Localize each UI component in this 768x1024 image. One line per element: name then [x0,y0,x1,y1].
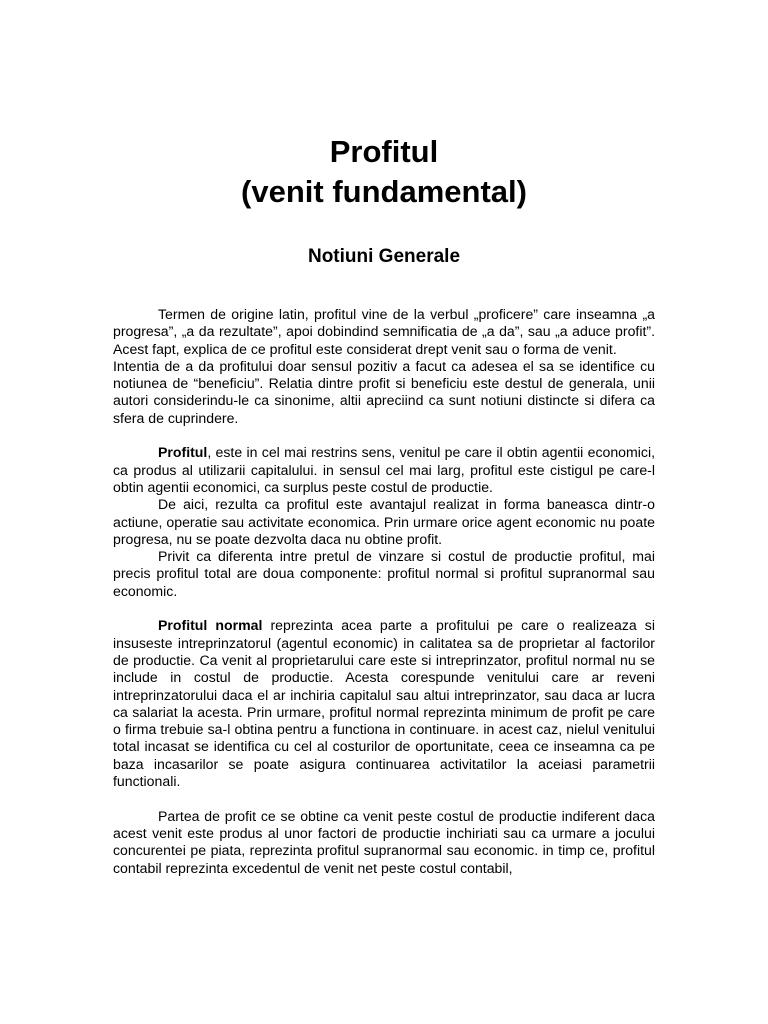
paragraph-spacer [113,600,655,617]
section-heading: Notiuni Generale [307,246,461,267]
paragraph-advantage: De aici, rezulta ca profitul este avantajul realizat in forma baneasca dintr-o actiune, operatie sau activitate economica. Prin urmare orice agent economic nu poate progresa, nu se poate dezvolta daca nu obtine profit. [113,496,655,547]
paragraph-components: Privit ca diferenta intre pretul de vinzare si costul de productie profitul, mai precis profitul total are doua componente: profitul normal si profitul supranormal sau economic. [113,548,655,599]
paragraph-normal-profit [113,617,655,790]
paragraph-origin: Termen de origine latin, profitul vine de la verbul „proficere” care inseamna „a progresa”, „a da rezultate”, apoi dobindind semnificatia de „a da”, sau „a aduce profit”. Acest fapt, explica de ce profitul este considerat drept venit sau o forma de venit. [113,306,655,357]
paragraph-normal-profit-text: reprezinta acea parte a profitului pe care o realizeaza si insuseste intreprinzatorul (agentul economic) in calitatea sa de proprietar al factorilor de productie. Ca venit al proprietarului care este si intreprinzator, profitul normal nu se include in costul de productie. Acesta corespunde venitului care ar reveni intreprinzatorului daca el ar inchiria capitalul sau altui intreprinzator, sau daca ar lucra ca salariat la acesta. Prin urmare, profitul normal reprezinta minimum de profit pe care o firma trebuie sa-l obtina pentru a functiona in continuare. in acest caz, nielul venitului total incasat se identifica cu cel al costurilor de oportunitate, ceea ce inseamna ca pe baza incasarilor se poate asigura continuarea activitatilor la aceiasi parametrii functionali. [113,617,655,790]
paragraph-spacer [113,427,655,444]
paragraph-definition [113,444,655,496]
document-title-subline: (venit fundamental) [241,174,527,209]
document-title: Profitul [329,134,439,169]
paragraph-supranormal-profit: Partea de profit ce se obtine ca venit peste costul de productie indiferent daca acest venit este produs al unor factori de productie inchiriati sau ca urmare a jocului concurentei pe piata, reprezinta profitul supranormal sau economic. in timp ce, profitul contabil reprezinta excedentul de venit net peste costul contabil, [113,807,655,876]
keyword-profitul: Profitul [158,444,208,461]
paragraph-spacer [113,790,655,807]
document-body [113,306,655,877]
keyword-profitul-normal: Profitul normal [158,617,263,634]
paragraph-definition-text: , este in cel mai restrins sens, venitul pe care il obtin agentii economici, ca produs al utilizarii capitalului. in sensul cel mai larg, profitul este cistigul pe care-l obtin agentii economici, ca surplus peste costul de productie. [113,444,655,495]
paragraph-intent: Intentia de a da profitului doar sensul pozitiv a facut ca adesea el sa se identifice cu notiunea de “beneficiu”. Relatia dintre profit si beneficiu este destul de generala, unii autori considerindu-le ca sinonime, altii apreciind ca sunt notiuni distincte si difera ca sfera de cuprindere. [113,357,655,426]
